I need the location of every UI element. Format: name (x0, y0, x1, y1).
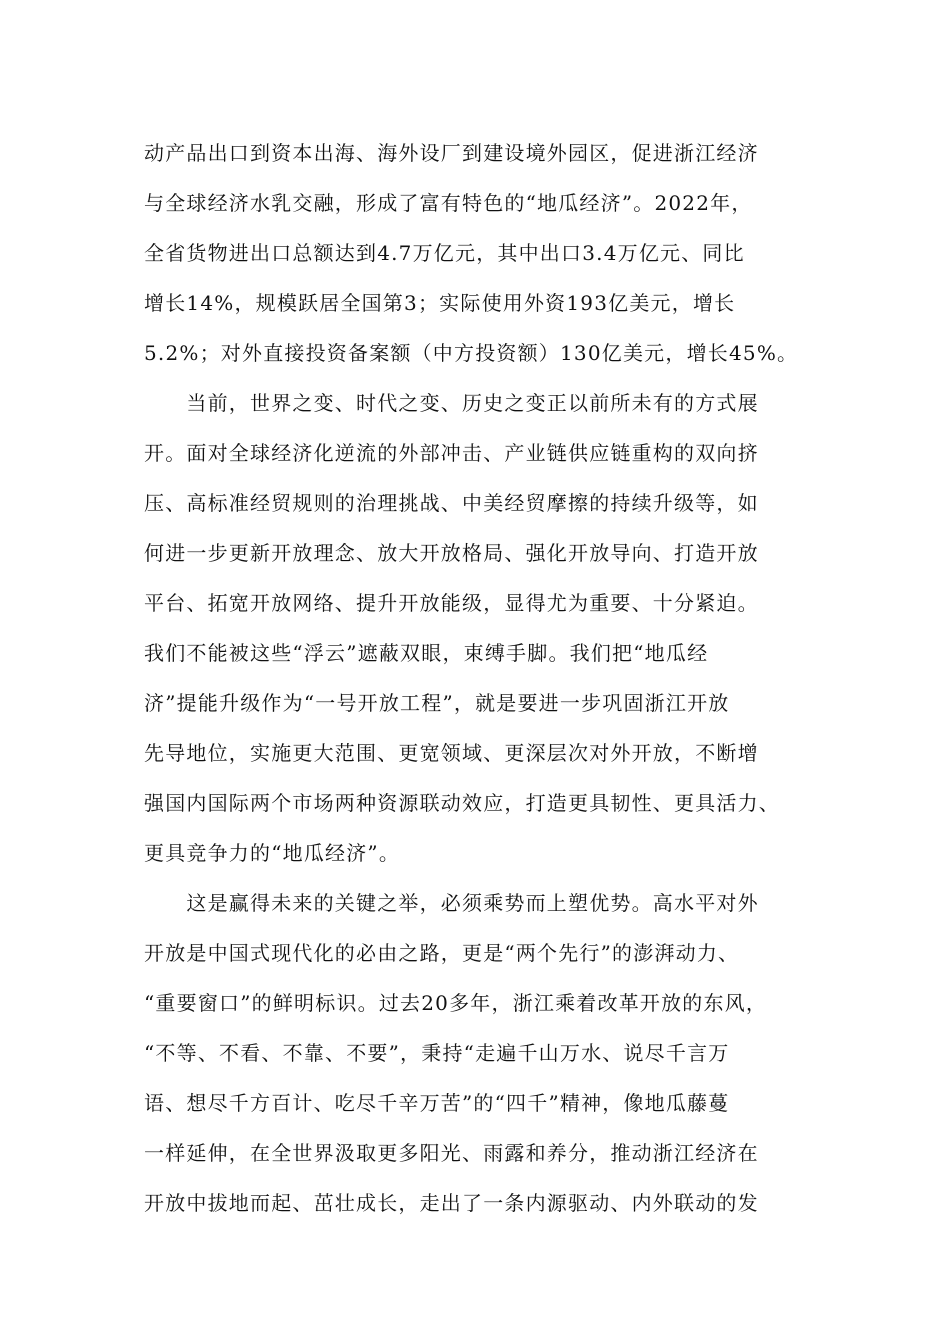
text-line: 我们不能被这些“浮云”遮蔽双眼，束缚手脚。我们把“地瓜经 (144, 641, 709, 665)
text-line: 何进一步更新开放理念、放大开放格局、强化开放导向、打造开放 (144, 541, 759, 565)
text-line: 开。面对全球经济化逆流的外部冲击、产业链供应链重构的双向挤 (144, 441, 759, 465)
text-line: 先导地位，实施更大范围、更宽领域、更深层次对外开放，不断增 (144, 741, 759, 765)
text-line: 这是赢得未来的关键之举，必须乘势而上塑优势。高水平对外 (144, 891, 759, 915)
text-line: “重要窗口”的鲜明标识。过去20多年，浙江乘着改革开放的东风， (144, 991, 768, 1015)
text-line: 开放是中国式现代化的必由之路，更是“两个先行”的澎湃动力、 (144, 941, 740, 965)
document-body (144, 128, 814, 1228)
text-line: 语、想尽千方百计、吃尽千辛万苦”的“四千”精神，像地瓜藤蔓 (144, 1091, 730, 1115)
text-line: 一样延伸，在全世界汲取更多阳光、雨露和养分，推动浙江经济在 (144, 1141, 759, 1165)
text-line: 动产品出口到资本出海、海外设厂到建设境外园区，促进浙江经济 (144, 141, 759, 165)
text-line: 压、高标准经贸规则的治理挑战、中美经贸摩擦的持续升级等，如 (144, 491, 759, 515)
text-line: 增长14%，规模跃居全国第3；实际使用外资193亿美元，增长 (144, 291, 736, 315)
text-line: 与全球经济水乳交融，形成了富有特色的“地瓜经济”。2022年， (144, 191, 753, 215)
text-line: 强国内国际两个市场两种资源联动效应，打造更具韧性、更具活力、 (144, 791, 780, 815)
text-line: 5.2%；对外直接投资备案额（中方投资额）130亿美元，增长45%。 (144, 341, 799, 365)
text-line: 当前，世界之变、时代之变、历史之变正以前所未有的方式展 (144, 391, 759, 415)
text-line: 更具竞争力的“地瓜经济”。 (144, 841, 401, 865)
text-line: 全省货物进出口总额达到4.7万亿元，其中出口3.4万亿元、同比 (144, 241, 745, 265)
text-line: 平台、拓宽开放网络、提升开放能级，显得尤为重要、十分紧迫。 (144, 591, 759, 615)
text-line: “不等、不看、不靠、不要”，秉持“走遍千山万水、说尽千言万 (144, 1041, 730, 1065)
text-line: 济”提能升级作为“一号开放工程”，就是要进一步巩固浙江开放 (144, 691, 730, 715)
text-line: 开放中拔地而起、茁壮成长，走出了一条内源驱动、内外联动的发 (144, 1191, 759, 1215)
